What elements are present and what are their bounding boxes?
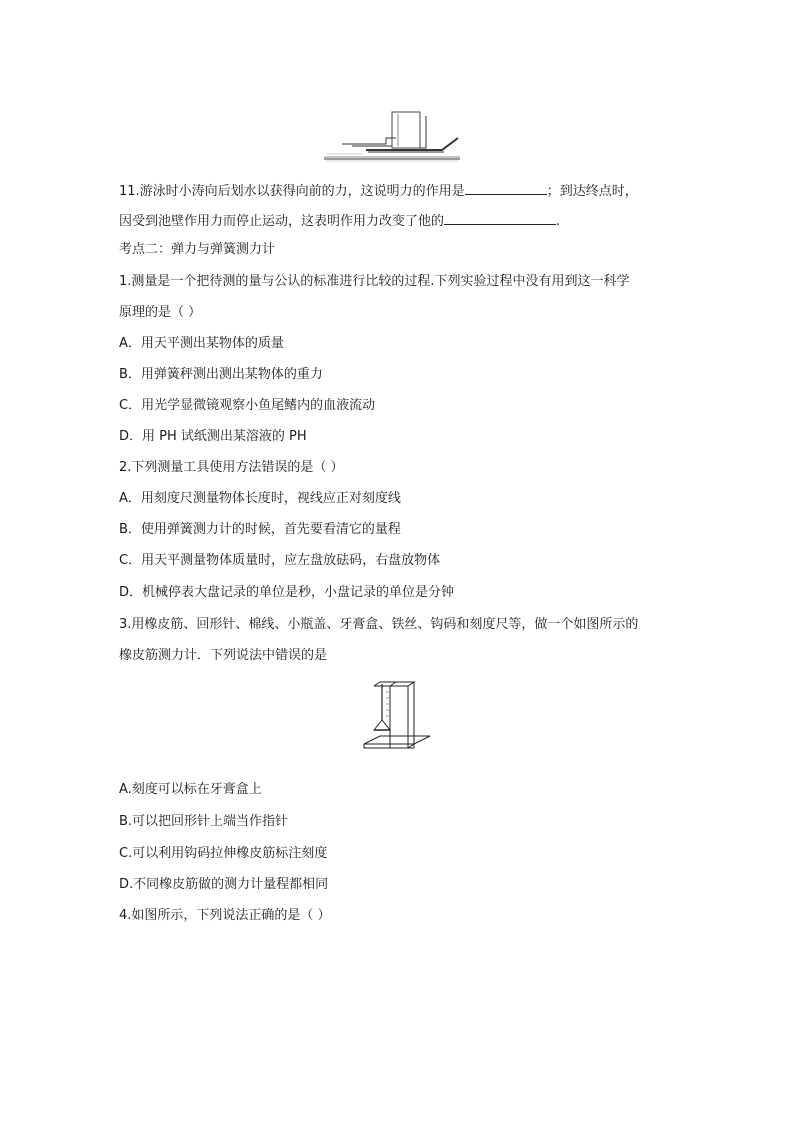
question-2-option-a: A．用刻度尺测量物体长度时，视线应正对刻度线: [119, 491, 401, 506]
rubber-band-force-meter-figure: [360, 678, 436, 760]
question-2-stem: 2.下列测量工具使用方法错误的是（ ）: [119, 460, 344, 475]
question-1-option-c: C．用光学显微镜观察小鱼尾鳍内的血液流动: [119, 398, 376, 413]
question-2-option-c: C．用天平测量物体质量时，应左盘放砝码，右盘放物体: [119, 553, 441, 568]
question-1-option-d: D．用 PH 试纸测出某溶液的 PH: [119, 429, 307, 444]
question-3-option-c: C.可以利用钩码拉伸橡皮筋标注刻度: [119, 846, 328, 861]
question-3-stem-line-1: 3.用橡皮筋、回形针、棉线、小瓶盖、牙膏盒、铁丝、钩码和刻度尺等，做一个如图所示的: [119, 617, 639, 632]
question-2-option-b: B．使用弹簧测力计的时候，首先要看清它的量程: [119, 522, 401, 537]
answer-blank-2[interactable]: [444, 211, 556, 225]
answer-blank-1[interactable]: [465, 181, 547, 195]
question-1-option-b: B．用弹簧秤测出测出某物体的重力: [119, 367, 323, 382]
question-1-stem-line-2: 原理的是（ ）: [119, 305, 202, 320]
question-3-stem-line-2: 橡皮筋测力计．下列说法中错误的是: [119, 648, 328, 663]
question-11-line-1: 11.游泳时小涛向后划水以获得向前的力，这说明力的作用是 ；到达终点时，: [119, 181, 638, 200]
question-11-line-2: 因受到池壁作用力而停止运动，这表明作用力改变了他的 .: [119, 211, 560, 230]
question-4-stem: 4.如图所示，下列说法正确的是（ ）: [119, 908, 331, 923]
section-title: 考点二：弹力与弹簧测力计: [119, 242, 276, 257]
question-3-option-a: A.刻度可以标在牙膏盒上: [119, 782, 262, 797]
question-1-stem-line-1: 1.测量是一个把待测的量与公认的标准进行比较的过程.下列实验过程中没有用到这一科学: [119, 274, 630, 289]
question-2-option-d: D．机械停表大盘记录的单位是秒，小盘记录的单位是分钟: [119, 585, 455, 600]
question-3-option-b: B.可以把回形针上端当作指针: [119, 814, 289, 829]
question-3-option-d: D.不同橡皮筋做的测力计量程都相同: [119, 877, 329, 892]
question-1-option-a: A．用天平测出某物体的质量: [119, 336, 284, 351]
pool-wall-figure: [322, 108, 462, 164]
